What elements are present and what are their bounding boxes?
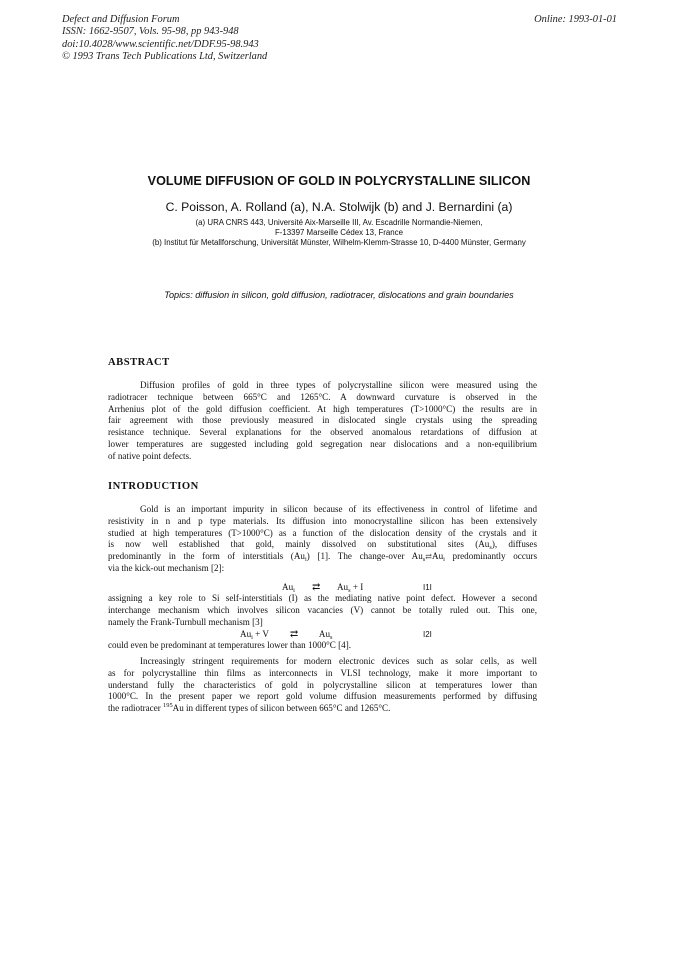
abstract-line: of native point defects. <box>108 450 192 461</box>
intro-line <box>108 539 537 551</box>
intro-line: Increasingly stringent requirements for modern electronic devices such as solar cells, as well <box>140 656 537 666</box>
eq2-lhs-tail: + V <box>252 629 269 639</box>
abstract-heading: ABSTRACT <box>108 357 170 368</box>
subscript: s <box>330 634 333 641</box>
abstract-line: Diffusion profiles of gold in three types of polycrystalline silicon were measured using the <box>140 380 537 390</box>
subscript: i <box>304 556 307 564</box>
intro-paragraph-1 <box>108 504 537 575</box>
eq1-rhs: Au <box>336 582 349 592</box>
intro-line: studied at high temperatures (T>1000°C) as a function of the dislocation density of the crystals and it <box>108 527 537 538</box>
superscript: 195 <box>163 702 173 710</box>
intro-line: interchange mechanism which involves silicon vacancies (V) cannot be totally ruled out. This one, <box>108 604 537 615</box>
subscript: i <box>293 587 295 594</box>
intro-line: resistivity in n and p type materials. Its diffusion into monocrystalline silicon has been extensively <box>108 515 537 526</box>
eq1-rhs-tail: + I <box>350 582 364 592</box>
intro-line: namely the Frank-Turnbull mechanism [3] <box>108 616 263 627</box>
intro-line-text: predominantly occurs <box>444 551 537 562</box>
paper-authors: C. Poisson, A. Rolland (a), N.A. Stolwijk (b) and J. Bernardini (a) <box>165 200 513 214</box>
equation-2 <box>240 629 333 640</box>
equation-1 <box>282 582 363 593</box>
equation-2-number: I2I <box>423 630 432 639</box>
abstract-line: radiotracer technique between 665°C and 1265°C. A downward curvature is observed in the <box>108 391 537 402</box>
intro-line <box>108 551 537 563</box>
subscript: s <box>422 556 426 564</box>
subscript: i <box>443 556 445 564</box>
subscript: i <box>251 634 253 641</box>
online-date: Online: 1993-01-01 <box>534 14 617 25</box>
eq2-rhs: Au <box>318 629 331 639</box>
intro-paragraph-3 <box>108 640 537 652</box>
intro-line-text: the radiotracer <box>108 703 164 714</box>
abstract-line: Arrhenius plot of the gold diffusion coefficient. At high temperatures (T>1000°C) the results are in <box>108 403 537 414</box>
affiliation-a-line1: (a) URA CNRS 443, Université Aix-Marseille III, Av. Escadrille Normandie-Niemen, <box>195 218 483 227</box>
intro-line-text: ), diffuses <box>491 539 537 550</box>
intro-line-text: predominantly in the form of interstitials (Au <box>108 551 305 562</box>
intro-line: understand fully the characteristics of gold in polycrystalline silicon at temperatures lower than <box>108 679 537 690</box>
journal-info <box>62 14 267 64</box>
subscript: s <box>348 587 351 594</box>
intro-line <box>108 703 537 715</box>
abstract-line: lower temperatures are suggested including gold segregation near dislocations and a non-equilibrium <box>108 438 537 449</box>
journal-doi[interactable]: doi:10.4028/www.scientific.net/DDF.95-98.943 <box>62 38 259 50</box>
intro-line: as for polycrystalline thin films as interconnects in VLSI technology, make it more important to <box>108 667 537 678</box>
equilibrium-arrows-icon: ⇄ <box>311 582 321 593</box>
journal-name: Defect and Diffusion Forum <box>62 14 180 25</box>
subscript: s <box>489 544 492 552</box>
abstract-body <box>108 380 537 463</box>
intro-line-text: Au in different types of silicon between 665°C and 1265°C. <box>172 703 391 714</box>
journal-copyright: © 1993 Trans Tech Publications Ltd, Switzerland <box>62 51 268 63</box>
intro-line-text: Au <box>432 551 444 562</box>
affiliation-b: (b) Institut für Metallforschung, Universität Münster, Wilhelm-Klemm-Strasse 10, D-4400 Münster, Germany <box>152 238 526 247</box>
intro-line: could even be predominant at temperatures lower than 1000°C [4]. <box>108 640 352 650</box>
equilibrium-arrows-icon: ⇄ <box>289 629 299 640</box>
intro-line: assigning a key role to Si self-interstitials (I) as the mediating native point defect. However a second <box>108 593 537 603</box>
eq1-lhs: Au <box>282 582 294 592</box>
abstract-line: resistance technique. Several explanations for the observed anomalous retardations of diffusion at <box>108 427 537 438</box>
paper-title: VOLUME DIFFUSION OF GOLD IN POLYCRYSTALLINE SILICON <box>147 174 531 188</box>
intro-line: Gold is an important impurity in silicon because of its effectiveness in control of lifetime and <box>140 504 537 514</box>
intro-paragraph-4 <box>108 656 537 715</box>
intro-line: via the kick-out mechanism [2]: <box>108 562 225 573</box>
intro-paragraph-2 <box>108 593 537 628</box>
equation-1-number: I1I <box>423 583 432 592</box>
intro-line-text: is now well established that gold, mainly dissolved on substitutional sites (Au <box>108 539 490 550</box>
intro-line-text: ) [1]. The change-over Au <box>306 551 423 562</box>
eq2-lhs: Au <box>240 629 252 639</box>
topics-line: Topics: diffusion in silicon, gold diffusion, radiotracer, dislocations and grain boundaries <box>164 290 514 300</box>
affiliation-a-line2: F-13397 Marseille Cédex 13, France <box>274 228 404 237</box>
intro-line: 1000°C. In the present paper we report gold volume diffusion measurements performed by diffusing <box>108 691 537 702</box>
journal-issn: ISSN: 1662-9507, Vols. 95-98, pp 943-948 <box>62 26 239 38</box>
abstract-line: fair agreement with those previously measured in dislocated single crystals using the spreading <box>108 415 537 426</box>
introduction-heading: INTRODUCTION <box>108 481 199 492</box>
exchange-arrow-icon: ⇄ <box>425 552 432 562</box>
